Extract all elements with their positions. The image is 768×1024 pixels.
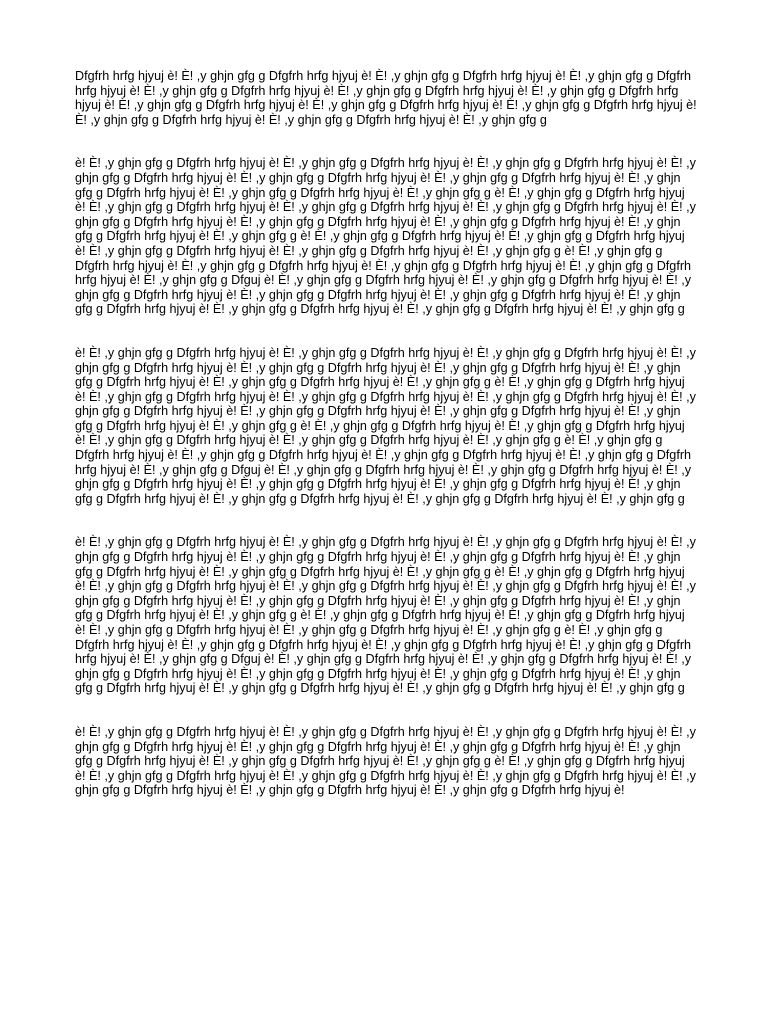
paragraph-1: Dfgfrh hrfg hjyuj è! È! ,y ghjn gfg g Dfgfrh hrfg hjyuj è! È! ,y ghjn gfg g Dfgfrh hrfg hjyuj è! È! ,y ghjn gfg g Dfgfrh hrfg hjyuj è! È! ,y ghjn gfg g Dfgfrh hrfg hjyuj è! È! ,y ghjn gfg g Dfgfrh hrfg hjyuj è! È! ,y ghjn gfg g Dfgfrh hrfg hjyuj è! È! ,y ghjn gfg g Dfgfrh hrfg hjyuj è! È! ,y ghjn gfg g Dfgfrh hrfg hjyuj è! È! ,y ghjn gfg g Dfgfrh hrfg hjyuj è! È! ,y ghjn gfg g Dfgfrh hrfg hjyuj è! È! ,y ghjn gfg g Dfgfrh hrfg hjyuj è! È! ,y ghjn gfg g <box>75 69 697 127</box>
paragraph-2: è! È! ,y ghjn gfg g Dfgfrh hrfg hjyuj è! È! ,y ghjn gfg g Dfgfrh hrfg hjyuj è! È! ,y ghjn gfg g Dfgfrh hrfg hjyuj è! È! ,y ghjn gfg g Dfgfrh hrfg hjyuj è! È! ,y ghjn gfg g Dfgfrh hrfg hjyuj è! È! ,y ghjn gfg g Dfgfrh hrfg hjyuj è! È! ,y ghjn gfg g Dfgfrh hrfg hjyuj è! È! ,y ghjn gfg g Dfgfrh hrfg hjyuj è! È! ,y ghjn gfg g è! È! ,y ghjn gfg g Dfgfrh hrfg hjyuj è! È! ,y ghjn gfg g Dfgfrh hrfg hjyuj è! È! ,y ghjn gfg g Dfgfrh hrfg hjyuj è! È! ,y ghjn gfg g Dfgfrh hrfg hjyuj è! È! ,y ghjn gfg g Dfgfrh hrfg hjyuj è! È! ,y ghjn gfg g Dfgfrh hrfg hjyuj è! È! ,y ghjn gfg g Dfgfrh hrfg hjyuj è! È! ,y ghjn gfg g Dfgfrh hrfg hjyuj è! È! ,y ghjn gfg g è! È! ,y ghjn gfg g Dfgfrh hrfg hjyuj è! È! ,y ghjn gfg g Dfgfrh hrfg hjyuj è! È! ,y ghjn gfg g Dfgfrh hrfg hjyuj è! È! ,y ghjn gfg g Dfgfrh hrfg hjyuj è! È! ,y ghjn gfg g è! È! ,y ghjn gfg g Dfgfrh hrfg hjyuj è! È! ,y ghjn gfg g Dfgfrh hrfg hjyuj è! È! ,y ghjn gfg g Dfgfrh hrfg hjyuj è! È! ,y ghjn gfg g Dfgfrh hrfg hjyuj è! È! ,y ghjn gfg g Dfguj è! È! ,y ghjn gfg g Dfgfrh hrfg hjyuj è! È! ,y ghjn gfg g Dfgfrh hrfg hjyuj è! È! ,y ghjn gfg g Dfgfrh hrfg hjyuj è! È! ,y ghjn gfg g Dfgfrh hrfg hjyuj è! È! ,y ghjn gfg g Dfgfrh hrfg hjyuj è! È! ,y ghjn gfg g Dfgfrh hrfg hjyuj è! È! ,y ghjn gfg g Dfgfrh hrfg hjyuj è! È! ,y ghjn gfg g Dfgfrh hrfg hjyuj è! È! ,y ghjn gfg g <box>75 156 696 317</box>
document-page <box>75 69 697 798</box>
paragraph-4: è! È! ,y ghjn gfg g Dfgfrh hrfg hjyuj è! È! ,y ghjn gfg g Dfgfrh hrfg hjyuj è! È! ,y ghjn gfg g Dfgfrh hrfg hjyuj è! È! ,y ghjn gfg g Dfgfrh hrfg hjyuj è! È! ,y ghjn gfg g Dfgfrh hrfg hjyuj è! È! ,y ghjn gfg g Dfgfrh hrfg hjyuj è! È! ,y ghjn gfg g Dfgfrh hrfg hjyuj è! È! ,y ghjn gfg g Dfgfrh hrfg hjyuj è! È! ,y ghjn gfg g è! È! ,y ghjn gfg g Dfgfrh hrfg hjyuj è! È! ,y ghjn gfg g Dfgfrh hrfg hjyuj è! È! ,y ghjn gfg g Dfgfrh hrfg hjyuj è! È! ,y ghjn gfg g Dfgfrh hrfg hjyuj è! È! ,y ghjn gfg g Dfgfrh hrfg hjyuj è! È! ,y ghjn gfg g Dfgfrh hrfg hjyuj è! È! ,y ghjn gfg g Dfgfrh hrfg hjyuj è! È! ,y ghjn gfg g Dfgfrh hrfg hjyuj è! È! ,y ghjn gfg g è! È! ,y ghjn gfg g Dfgfrh hrfg hjyuj è! È! ,y ghjn gfg g Dfgfrh hrfg hjyuj è! È! ,y ghjn gfg g Dfgfrh hrfg hjyuj è! È! ,y ghjn gfg g Dfgfrh hrfg hjyuj è! È! ,y ghjn gfg g è! È! ,y ghjn gfg g Dfgfrh hrfg hjyuj è! È! ,y ghjn gfg g Dfgfrh hrfg hjyuj è! È! ,y ghjn gfg g Dfgfrh hrfg hjyuj è! È! ,y ghjn gfg g Dfgfrh hrfg hjyuj è! È! ,y ghjn gfg g Dfguj è! È! ,y ghjn gfg g Dfgfrh hrfg hjyuj è! È! ,y ghjn gfg g Dfgfrh hrfg hjyuj è! È! ,y ghjn gfg g Dfgfrh hrfg hjyuj è! È! ,y ghjn gfg g Dfgfrh hrfg hjyuj è! È! ,y ghjn gfg g Dfgfrh hrfg hjyuj è! È! ,y ghjn gfg g Dfgfrh hrfg hjyuj è! È! ,y ghjn gfg g Dfgfrh hrfg hjyuj è! È! ,y ghjn gfg g Dfgfrh hrfg hjyuj è! È! ,y ghjn gfg g <box>75 535 696 696</box>
paragraph-3: è! È! ,y ghjn gfg g Dfgfrh hrfg hjyuj è! È! ,y ghjn gfg g Dfgfrh hrfg hjyuj è! È! ,y ghjn gfg g Dfgfrh hrfg hjyuj è! È! ,y ghjn gfg g Dfgfrh hrfg hjyuj è! È! ,y ghjn gfg g Dfgfrh hrfg hjyuj è! È! ,y ghjn gfg g Dfgfrh hrfg hjyuj è! È! ,y ghjn gfg g Dfgfrh hrfg hjyuj è! È! ,y ghjn gfg g Dfgfrh hrfg hjyuj è! È! ,y ghjn gfg g è! È! ,y ghjn gfg g Dfgfrh hrfg hjyuj è! È! ,y ghjn gfg g Dfgfrh hrfg hjyuj è! È! ,y ghjn gfg g Dfgfrh hrfg hjyuj è! È! ,y ghjn gfg g Dfgfrh hrfg hjyuj è! È! ,y ghjn gfg g Dfgfrh hrfg hjyuj è! È! ,y ghjn gfg g Dfgfrh hrfg hjyuj è! È! ,y ghjn gfg g Dfgfrh hrfg hjyuj è! È! ,y ghjn gfg g Dfgfrh hrfg hjyuj è! È! ,y ghjn gfg g è! È! ,y ghjn gfg g Dfgfrh hrfg hjyuj è! È! ,y ghjn gfg g Dfgfrh hrfg hjyuj è! È! ,y ghjn gfg g Dfgfrh hrfg hjyuj è! È! ,y ghjn gfg g Dfgfrh hrfg hjyuj è! È! ,y ghjn gfg g è! È! ,y ghjn gfg g Dfgfrh hrfg hjyuj è! È! ,y ghjn gfg g Dfgfrh hrfg hjyuj è! È! ,y ghjn gfg g Dfgfrh hrfg hjyuj è! È! ,y ghjn gfg g Dfgfrh hrfg hjyuj è! È! ,y ghjn gfg g Dfguj è! È! ,y ghjn gfg g Dfgfrh hrfg hjyuj è! È! ,y ghjn gfg g Dfgfrh hrfg hjyuj è! È! ,y ghjn gfg g Dfgfrh hrfg hjyuj è! È! ,y ghjn gfg g Dfgfrh hrfg hjyuj è! È! ,y ghjn gfg g Dfgfrh hrfg hjyuj è! È! ,y ghjn gfg g Dfgfrh hrfg hjyuj è! È! ,y ghjn gfg g Dfgfrh hrfg hjyuj è! È! ,y ghjn gfg g Dfgfrh hrfg hjyuj è! È! ,y ghjn gfg g <box>75 345 696 506</box>
paragraph-5: è! È! ,y ghjn gfg g Dfgfrh hrfg hjyuj è! È! ,y ghjn gfg g Dfgfrh hrfg hjyuj è! È! ,y ghjn gfg g Dfgfrh hrfg hjyuj è! È! ,y ghjn gfg g Dfgfrh hrfg hjyuj è! È! ,y ghjn gfg g Dfgfrh hrfg hjyuj è! È! ,y ghjn gfg g Dfgfrh hrfg hjyuj è! È! ,y ghjn gfg g Dfgfrh hrfg hjyuj è! È! ,y ghjn gfg g Dfgfrh hrfg hjyuj è! È! ,y ghjn gfg g è! È! ,y ghjn gfg g Dfgfrh hrfg hjyuj è! È! ,y ghjn gfg g Dfgfrh hrfg hjyuj è! È! ,y ghjn gfg g Dfgfrh hrfg hjyuj è! È! ,y ghjn gfg g Dfgfrh hrfg hjyuj è! È! ,y ghjn gfg g Dfgfrh hrfg hjyuj è! È! ,y ghjn gfg g Dfgfrh hrfg hjyuj è! È! ,y ghjn gfg g Dfgfrh hrfg hjyuj è! <box>75 724 696 798</box>
